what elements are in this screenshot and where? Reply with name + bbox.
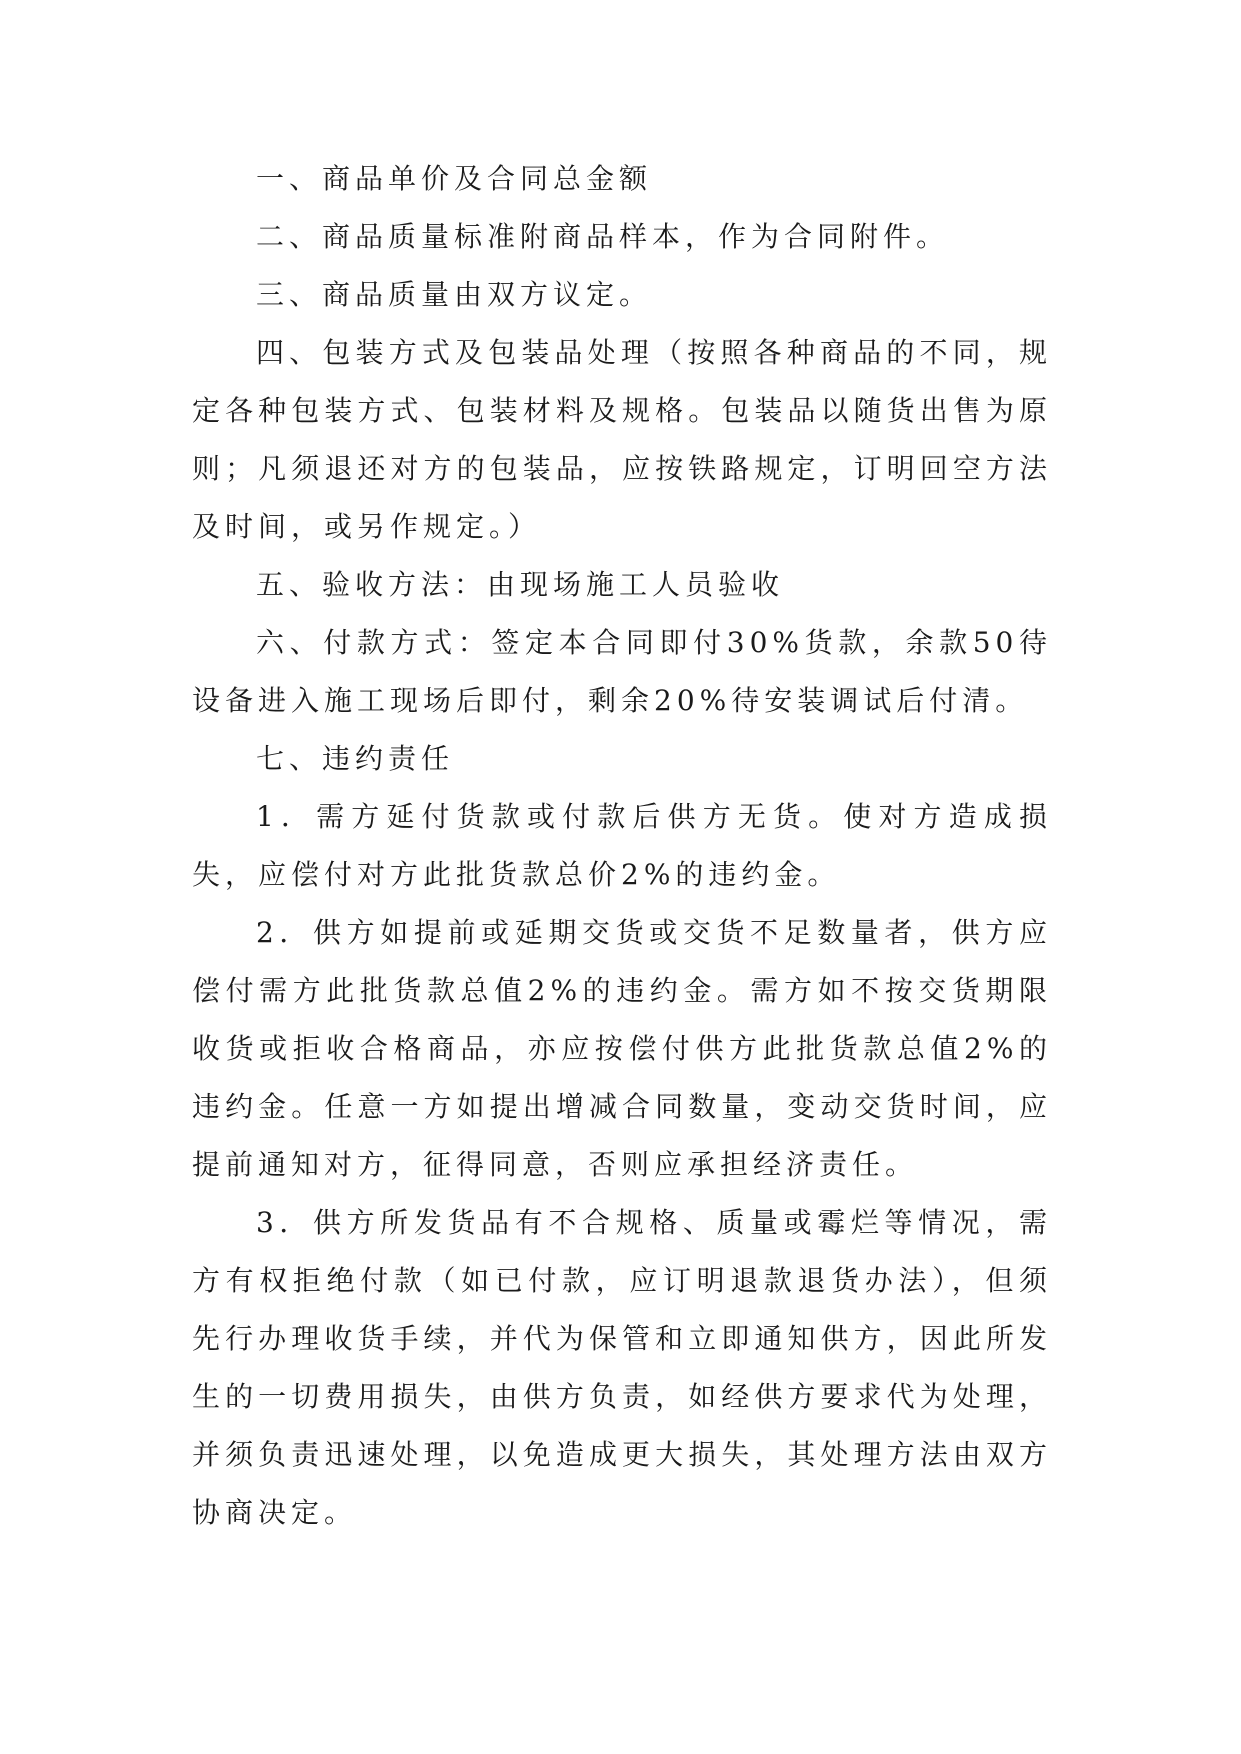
document-body <box>192 150 1052 1542</box>
paragraph-8: 1．需方延付货款或付款后供方无货。使对方造成损失，应偿付对方此批货款总价2%的违约金。 <box>192 800 1052 891</box>
paragraph-7: 七、违约责任 <box>256 742 455 775</box>
paragraph-9: 2．供方如提前或延期交货或交货不足数量者，供方应偿付需方此批货款总值2%的违约金。需方如不按交货期限收货或拒收合格商品，亦应按偿付供方此批货款总值2%的违约金。任意一方如提出增减合同数量，变动交货时间，应提前通知对方，征得同意，否则应承担经济责任。 <box>192 916 1052 1181</box>
paragraph-6: 六、付款方式：签定本合同即付30%货款，余款50待设备进入施工现场后即付，剩余20%待安装调试后付清。 <box>192 626 1052 717</box>
paragraph-2: 二、商品质量标准附商品样本，作为合同附件。 <box>256 220 950 253</box>
paragraph-10: 3．供方所发货品有不合规格、质量或霉烂等情况，需方有权拒绝付款（如已付款，应订明退款退货办法），但须先行办理收货手续，并代为保管和立即通知供方，因此所发生的一切费用损失，由供方负责，如经供方要求代为处理，并须负责迅速处理，以免造成更大损失，其处理方法由双方协商决定。 <box>192 1206 1052 1529</box>
paragraph-1: 一、商品单价及合同总金额 <box>256 162 653 195</box>
paragraph-3: 三、商品质量由双方议定。 <box>256 278 653 311</box>
paragraph-4: 四、包装方式及包装品处理（按照各种商品的不同，规定各种包装方式、包装材料及规格。包装品以随货出售为原则；凡须退还对方的包装品，应按铁路规定，订明回空方法及时间，或另作规定。） <box>192 336 1052 543</box>
paragraph-5: 五、验收方法：由现场施工人员验收 <box>256 568 785 601</box>
